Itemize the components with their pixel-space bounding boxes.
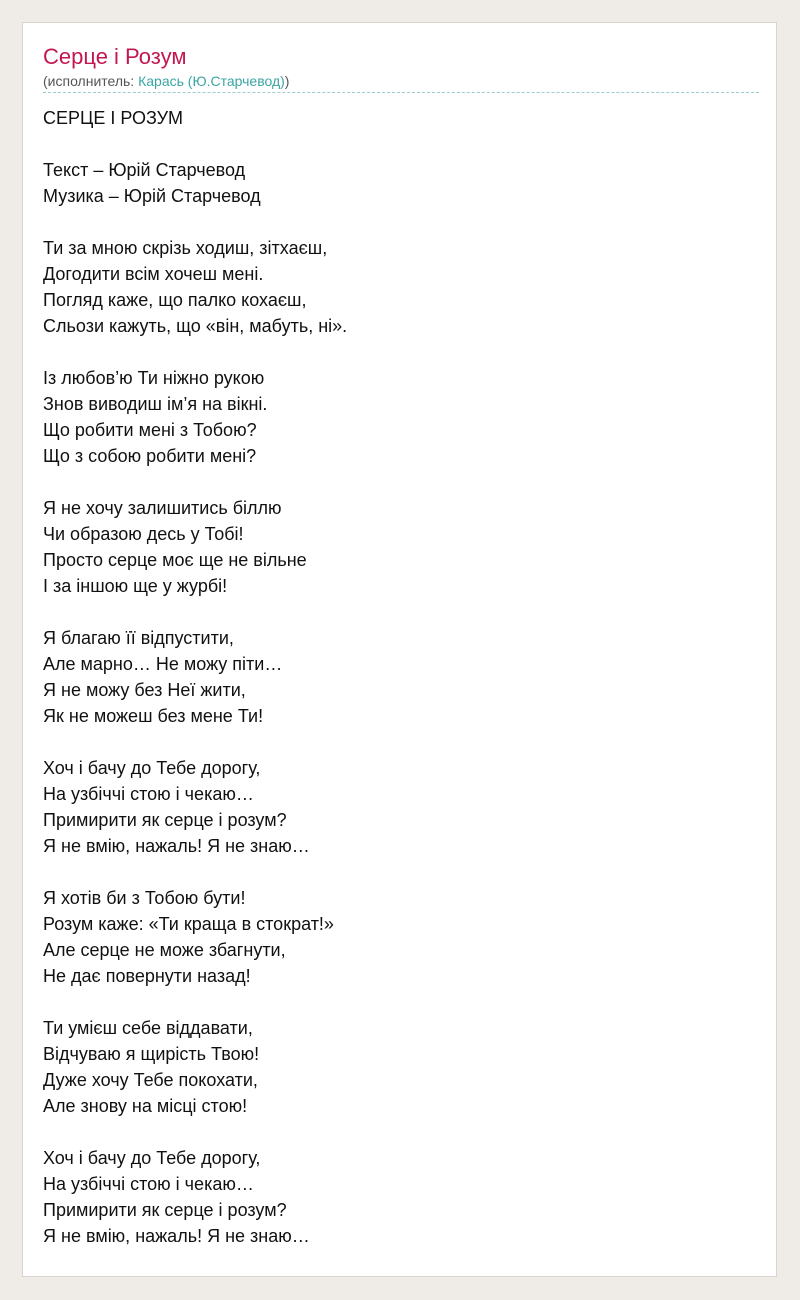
lyrics-line: Я хотів би з Тобою бути! <box>43 888 246 908</box>
lyrics-line: Просто серце моє ще не вільне <box>43 550 307 570</box>
lyrics-line: Догодити всім хочеш мені. <box>43 264 264 284</box>
lyrics-line: Як не можеш без мене Ти! <box>43 706 264 726</box>
performer-info <box>43 72 289 90</box>
lyrics-line: Чи образою десь у Тобі! <box>43 524 244 544</box>
lyrics-card <box>22 22 777 1277</box>
lyrics-stanza <box>43 365 743 469</box>
performer-suffix: ) <box>284 73 290 89</box>
lyrics-line: Ти умієш себе віддавати, <box>43 1018 253 1038</box>
lyrics-line: Знов виводиш ім’я на вікні. <box>43 394 268 414</box>
lyrics-line: Примирити як серце і розум? <box>43 1200 287 1220</box>
performer-link[interactable]: Карась (Ю.Старчевод) <box>138 73 285 89</box>
lyrics-line: І за іншою ще у журбі! <box>43 576 228 596</box>
lyrics-stanza <box>43 1145 743 1249</box>
lyrics-line: Ти за мною скрізь ходиш, зітхаєш, <box>43 238 328 258</box>
lyrics-line: Текст – Юрій Старчевод <box>43 160 246 180</box>
lyrics-line: Я не вмію, нажаль! Я не знаю… <box>43 1226 310 1246</box>
lyrics-stanza <box>43 625 743 729</box>
lyrics-line: Примирити як серце і розум? <box>43 810 287 830</box>
lyrics-stanza <box>43 755 743 859</box>
lyrics-stanza <box>43 105 743 131</box>
lyrics-stanza <box>43 495 743 599</box>
performer-prefix: (исполнитель: <box>43 73 139 89</box>
lyrics-line: Відчуваю я щирість Твою! <box>43 1044 260 1064</box>
lyrics-line: Розум каже: «Ти краща в стократ!» <box>43 914 334 934</box>
lyrics-stanza <box>43 1015 743 1119</box>
lyrics-line: Що робити мені з Тобою? <box>43 420 257 440</box>
lyrics-line: Але серце не може збагнути, <box>43 940 286 960</box>
lyrics-line: СЕРЦЕ І РОЗУМ <box>43 108 184 128</box>
lyrics-line: Не дає повернути назад! <box>43 966 251 986</box>
lyrics-stanza <box>43 157 743 209</box>
lyrics-text <box>43 105 743 1275</box>
lyrics-line: Із любов’ю Ти ніжно рукою <box>43 368 265 388</box>
lyrics-line: Хоч і бачу до Тебе дорогу, <box>43 1148 261 1168</box>
lyrics-stanza <box>43 235 743 339</box>
lyrics-line: Хоч і бачу до Тебе дорогу, <box>43 758 261 778</box>
title-divider <box>43 92 759 93</box>
lyrics-line: Але марно… Не можу піти… <box>43 654 283 674</box>
lyrics-line: На узбіччі стою і чекаю… <box>43 784 254 804</box>
lyrics-line: Я благаю її відпустити, <box>43 628 234 648</box>
lyrics-line: Я не можу без Неї жити, <box>43 680 246 700</box>
lyrics-line: На узбіччі стою і чекаю… <box>43 1174 254 1194</box>
lyrics-line: Погляд каже, що палко кохаєш, <box>43 290 307 310</box>
lyrics-line: Що з собою робити мені? <box>43 446 257 466</box>
lyrics-line: Музика – Юрій Старчевод <box>43 186 261 206</box>
lyrics-stanza <box>43 885 743 989</box>
song-title: Серце і Розум <box>43 44 187 69</box>
lyrics-line: Я не вмію, нажаль! Я не знаю… <box>43 836 310 856</box>
lyrics-line: Сльози кажуть, що «він, мабуть, ні». <box>43 316 348 336</box>
lyrics-line: Але знову на місці стою! <box>43 1096 248 1116</box>
lyrics-line: Дуже хочу Тебе покохати, <box>43 1070 258 1090</box>
lyrics-line: Я не хочу залишитись біллю <box>43 498 282 518</box>
